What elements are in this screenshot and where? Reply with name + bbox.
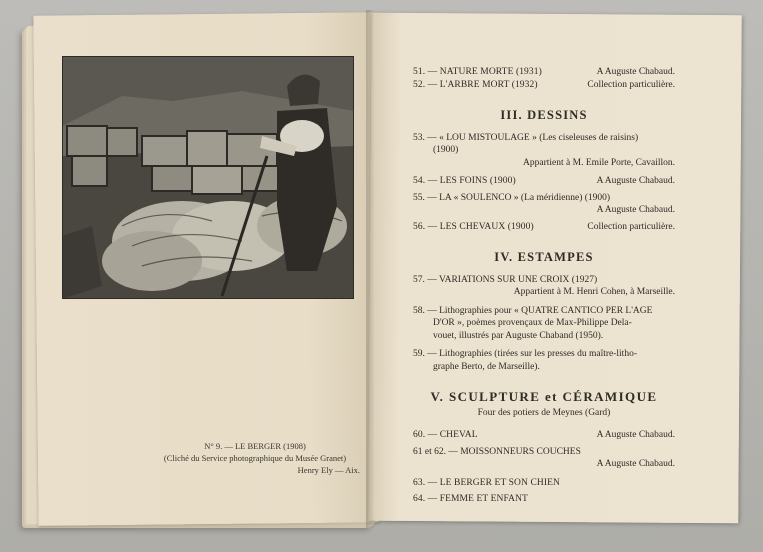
entry-line: D'OR », poèmes provençaux de Max-Philippe Dela- xyxy=(433,318,632,328)
entry-51 xyxy=(413,66,675,79)
entry-53 xyxy=(413,132,675,170)
entry-owner: Collection particulière. xyxy=(587,79,675,90)
entry-52 xyxy=(413,79,675,92)
entry-54 xyxy=(413,175,675,188)
entry-line: 59. — Lithographies (tirées sur les presses du maître-litho- xyxy=(413,349,637,359)
entry-title: 54. — LES FOINS (1900) xyxy=(413,176,516,186)
entry-63 xyxy=(413,477,675,490)
entry-line: 53. — « LOU MISTOULAGE » (Les ciseleuses de raisins) xyxy=(413,132,639,143)
entry-line: vouet, illustrés par Auguste Chaband (1950). xyxy=(433,330,604,341)
entry-line: 55. — LA « SOULENCO » (La méridienne) (1900) xyxy=(413,192,611,203)
entry-60 xyxy=(413,429,675,442)
catalogue-list xyxy=(413,66,675,506)
shepherd-painting-image xyxy=(62,56,354,299)
caption-title: N° 9. — LE BERGER (1908) xyxy=(204,441,306,451)
section-subtitle: Four des potiers de Meynes (Gard) xyxy=(477,407,611,418)
entry-57 xyxy=(413,274,675,299)
entry-64 xyxy=(413,493,675,506)
entry-owner: Appartient à M. Emile Porte, Cavaillon. xyxy=(523,157,675,168)
entry-line: 58. — Lithographies pour « QUATRE CANTICO PER L'AGE xyxy=(413,305,653,316)
entry-59 xyxy=(413,348,675,373)
plate-caption xyxy=(150,440,360,476)
entry-title: 63. — LE BERGER ET SON CHIEN xyxy=(413,477,560,488)
entry-line: 57. — VARIATIONS SUR UNE CROIX (1927) xyxy=(413,274,598,285)
entry-line: (1900) xyxy=(433,145,459,155)
entry-58 xyxy=(413,305,675,343)
caption-photographer: Henry Ely — Aix. xyxy=(297,465,360,475)
entry-title: 64. — FEMME ET ENFANT xyxy=(413,494,528,504)
entry-title: 52. — L'ARBRE MORT (1932) xyxy=(413,79,538,90)
caption-credit: (Cliché du Service photographique du Musée Granet) xyxy=(163,453,347,463)
book-spine xyxy=(366,10,374,528)
entry-owner: Collection particulière. xyxy=(587,221,675,232)
entry-owner: A Auguste Chabaud. xyxy=(596,459,675,469)
section-heading-estampes: IV. ESTAMPES xyxy=(494,250,594,264)
entry-title: 60. — CHEVAL xyxy=(413,430,478,440)
entry-owner: A Auguste Chabaud. xyxy=(596,176,675,186)
entry-61-62 xyxy=(413,446,675,471)
entry-56 xyxy=(413,221,675,234)
entry-owner: Appartient à M. Henri Cohen, à Marseille. xyxy=(513,287,675,297)
entry-title: 56. — LES CHEVAUX (1900) xyxy=(413,221,534,232)
section-heading-sculpture: V. SCULPTURE et CÉRAMIQUE xyxy=(430,389,658,404)
entry-title: 51. — NATURE MORTE (1931) xyxy=(413,67,542,77)
entry-owner: A Auguste Chabaud. xyxy=(596,205,675,215)
painting-plate xyxy=(62,56,354,299)
entry-owner: A Auguste Chabaud. xyxy=(596,430,675,440)
entry-owner: A Auguste Chabaud. xyxy=(596,67,675,77)
entry-line: graphe Berto, de Marseille). xyxy=(433,361,540,372)
entry-line: 61 et 62. — MOISSONNEURS COUCHES xyxy=(413,446,581,457)
entry-55 xyxy=(413,192,675,217)
section-heading-dessins: III. DESSINS xyxy=(500,108,588,122)
